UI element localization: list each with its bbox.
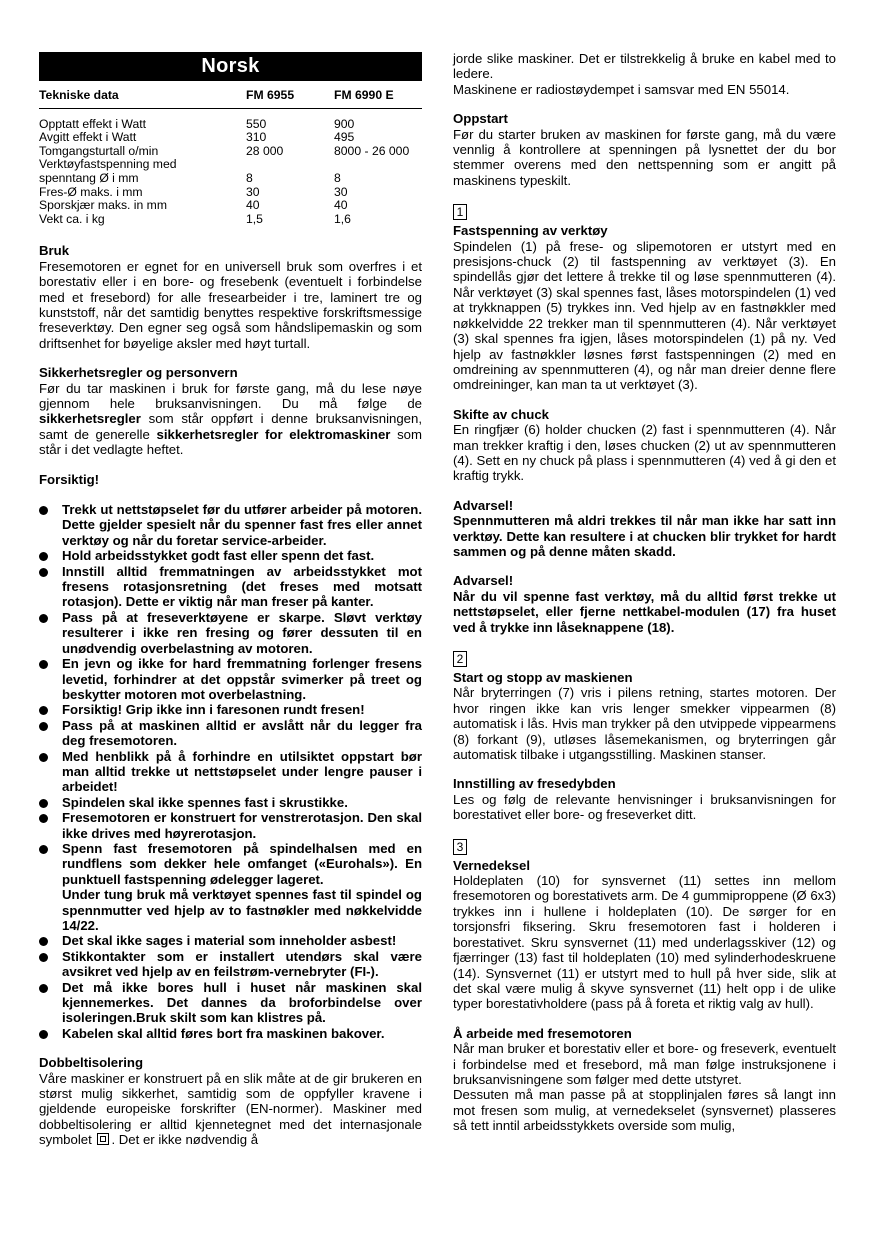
arbeide-text: Når man bruker et borestativ eller et bore- og freseverk, eventuelt i forbindelse med et fresebord, må man følge instruksjonene i bruksanvisningene som følger med dette utstyret. [453, 1041, 836, 1087]
bullet-icon [39, 568, 48, 577]
bullet-icon [39, 1030, 48, 1039]
arbeide-heading: Å arbeide med fresemotoren [453, 1025, 632, 1041]
list-item-text: Forsiktig! Grip ikke inn i faresonen rundt fresen! [62, 702, 365, 718]
oppstart-heading: Oppstart [453, 111, 508, 127]
list-item-text: En jevn og ikke for hard fremmatning forlenger fresens levetid, forhindrer at det oppstår svimerker på treet og beskytter motoren mot overbelastning. [62, 656, 422, 702]
list-item [39, 949, 422, 980]
table-cell [246, 158, 334, 172]
bullet-icon [39, 953, 48, 962]
sikkerhet-text-part: som står i det vedlagte heftet. [39, 426, 423, 458]
bullet-icon [39, 799, 48, 808]
startstopp-heading: Start og stopp av maskienen [453, 670, 633, 685]
vernedeksel-text: Holdeplaten (10) for synsvernet (11) settes inn mellom fresemotoren og borestativets arm. De 4 gummiproppene (Ø 6x3) trykkes inn i hullene i holdeplaten (10). De sørger for en torsjonsfri fiksering. Skru fresemotoren fast i holderen i borestativet. Skru synsvernet (11) med underlagsskiver (12) og fjærringer (13) fast til holdeplaten (10) med sylinderhodeskruene (14). Synsvernet (11) er utstyrt med to hull på hver side, slik at det skal være mulig å skyve synsvernet (11) helt opp i de ulike typer borestativholdere (pass på å foreta et riktig valg av hull). [453, 873, 836, 1012]
list-item [39, 933, 422, 948]
table-cell: 8 [334, 170, 341, 185]
section-heading: Norsk [39, 52, 422, 81]
tech-specs-table [39, 81, 422, 226]
arbeide-text: Dessuten må man passe på at stopplinjalen føres så langt inn mot fresen som mulig, at vernedekselet (synsvernet) plasseres så tett inntil arbeidsstykkets overside som mulig, [453, 1087, 836, 1134]
list-item-text: Pass på at maskinen alltid er avslått når du legger fra deg fresemotoren. [62, 717, 422, 749]
innstilling-text: Les og følg de relevante henvisninger i bruksanvisningen for borestativet eller bore- og freseverket ditt. [453, 791, 836, 823]
sikkerhet-text [39, 381, 422, 458]
figure-number-box: 2 [453, 651, 467, 667]
list-item [39, 980, 422, 1026]
safety-bullet-list [39, 502, 422, 1041]
list-item-text: Trekk ut nettstøpselet før du utfører arbeider på motoren. Dette gjelder spesielt når du spenner fast fres eller annet verktøy og når du foretar service-arbeider. [62, 502, 422, 548]
vernedeksel-heading: Vernedeksel [453, 857, 530, 873]
bullet-icon [39, 937, 48, 946]
table-cell: 30 [334, 184, 348, 199]
list-item-text: Det skal ikke sages i material som inneholder asbest! [62, 933, 397, 949]
table-cell: 900 [334, 116, 355, 131]
table-header-row [39, 81, 422, 108]
fastspenning-heading: Fastspenning av verktøy [453, 223, 608, 239]
table-row [39, 172, 422, 186]
table-row [39, 186, 422, 200]
list-item [39, 841, 422, 933]
table-cell: 40 [334, 198, 348, 213]
bruk-text: Fresemotoren er egnet for en universell bruk som overfres i et borestativ eller i en bore- og fresebenk (eventuelt i forbindelse med et fresebord) for alle fresearbeider i tre, laminert tre og kunststoff, når det samtidig benyttes respektive forskriftsmessige freseverktøy. Den egner seg også som håndslipemaskin og som driftsenhet for bøyelige aksler med høyt turtall. [39, 258, 422, 351]
bruk-heading: Bruk [39, 243, 70, 259]
list-item-text: Stikkontakter som er installert utendørs skal være avsikret ved hjelp av en feilstrøm-vernebryter (FI-). [62, 948, 422, 980]
list-item-text: Spindelen skal ikke spennes fast i skrustikke. [62, 794, 348, 810]
list-item-text: Spenn fast fresemotoren på spindelhalsen med en rundflens som dekker hele omfanget («Eurohals»). En punktuell fastspenning ødelegger lageret. [62, 840, 422, 887]
table-cell: Vekt ca. i kg [39, 211, 105, 226]
table-header-cell: Tekniske data [39, 81, 246, 108]
table-cell: 30 [246, 184, 260, 199]
bullet-icon [39, 660, 48, 669]
list-item [39, 795, 422, 810]
table-header-cell: FM 6955 [246, 81, 334, 108]
table-row [39, 158, 422, 172]
list-item-text: Pass på at freseverktøyene er skarpe. Sløvt verktøy resulterer i ikke ren fresing og fører dessuten til en unødvendig overbelastning av motoren. [62, 609, 422, 656]
table-row [39, 131, 422, 145]
list-item [39, 749, 422, 795]
right-column [453, 51, 836, 1134]
dobbeltisolering-heading: Dobbeltisolering [39, 1055, 144, 1071]
table-cell: Fres-Ø maks. i mm [39, 184, 143, 199]
advarsel-text: Når du vil spenne fast verktøy, må du alltid først trekke ut nettstøpselet, eller fjerne nettkabel-modulen (17) fra huset ved å trykke inn låseknappene (18). [453, 588, 836, 635]
list-item-text: Det må ikke bores hull i huset når maskinen skal kjennemerkes. Det dannes da broforbindelse over isoleringen.Bruk skilt som kan klistres på. [62, 979, 422, 1026]
list-item-text: Fresemotoren er konstruert for venstrerotasjon. Den skal ikke drives med høyrerotasjon. [62, 810, 422, 841]
table-header-cell: FM 6990 E [334, 81, 422, 108]
list-item-text: Innstill alltid fremmatningen av arbeidsstykket mot fresens rotasjonsretning (det freses med motsatt rotasjon). Dette er viktig når man freser på kanter. [62, 563, 422, 610]
table-cell: 550 [246, 116, 267, 131]
double-insulation-icon [97, 1133, 109, 1145]
table-cell: spenntang Ø i mm [39, 170, 139, 185]
sikkerhet-bold-term: sikkerhetsregler for elektromaskiner [156, 426, 391, 442]
table-cell: 8 [246, 170, 253, 185]
bullet-icon [39, 845, 48, 854]
table-cell: 1,5 [246, 211, 263, 226]
table-cell: 1,6 [334, 211, 351, 226]
table-cell: 28 000 [246, 143, 284, 158]
table-cell: Verktøyfastspenning med [39, 157, 177, 172]
table-row [39, 213, 422, 227]
advarsel-text: Spennmutteren må aldri trekkes til når man ikke har satt inn verktøy. Dette kan resultere i at chucken blir trykket for hardt sammen og på denne måten skadd. [453, 513, 836, 559]
dobbeltisolering-text-part: Våre maskiner er konstruert på en slik måte at de gir brukeren en størst mulig sikkerhet, samtidig som de oppfyller kravene i gjeldende europeiske forskrifter (EN-normer). Maskiner med dobbeltisolering er alltid kjennetegnet med det internasjonale symbolet [39, 1070, 422, 1148]
list-item [39, 810, 422, 841]
list-item [39, 564, 422, 610]
advarsel-heading: Advarsel! [453, 497, 514, 513]
table-cell: 40 [246, 198, 260, 213]
chuck-heading: Skifte av chuck [453, 406, 550, 422]
list-item-text: Med henblikk på å forhindre en utilsiktet oppstart bør man alltid trekke ut nettstøpselet under lengre pauser i arbeidet! [62, 748, 422, 795]
sikkerhet-heading: Sikkerhetsregler og personvern [39, 365, 238, 381]
bullet-icon [39, 552, 48, 561]
forsiktig-heading: Forsiktig! [39, 471, 100, 487]
table-row [39, 145, 422, 159]
list-item [39, 656, 422, 702]
list-item-text: Under tung bruk må verktøyet spennes fast til spindel og spennmutter ved hjelp av to fastnøkler med nøkkelvidde 14/22. [62, 887, 422, 933]
chuck-text: En ringfjær (6) holder chucken (2) fast i spennmutteren (4). Når man trekker kraftig i den, løses chucken (2) ut av spennmutteren (4). Sett en ny chuck på plass i spennmutteren (4) ved å gi den et kraftig trykk. [453, 422, 836, 484]
bullet-icon [39, 614, 48, 623]
table-cell [334, 158, 422, 172]
advarsel-heading: Advarsel! [453, 573, 514, 589]
table-cell: Avgitt effekt i Watt [39, 130, 137, 145]
bullet-icon [39, 506, 48, 515]
table-cell: Sporskjær maks. in mm [39, 198, 167, 213]
table-cell: Opptatt effekt i Watt [39, 116, 147, 131]
bullet-icon [39, 753, 48, 762]
left-column [39, 52, 422, 1148]
bullet-icon [39, 814, 48, 823]
list-item [39, 702, 422, 717]
startstopp-text: Når bryterringen (7) vris i pilens retning, startes motoren. Der hvor ringen ikke kan vris lenger smekker vippearmen (8) automatisk i lås. Hvis man trykker på den utvippede vippearmens (8) forkant (9), utløses låsemekanismen, og bryterringen går automatisk tilbake i utgangsstilling. Maskinen stanser. [453, 685, 836, 763]
list-item-text: Hold arbeidsstykket godt fast eller spenn det fast. [62, 548, 375, 564]
innstilling-heading: Innstilling av fresedybden [453, 776, 616, 792]
oppstart-text: Før du starter bruken av maskinen for første gang, må du være vennlig å kontrollere at spenningen på lysnettet der du bor stemmer overens med den nettspenning som er angitt på maskinens typeskilt. [453, 126, 836, 188]
table-row [39, 199, 422, 213]
fastspenning-text: Spindelen (1) på frese- og slipemotoren er utstyrt med en presisjons-chuck (2) til fastspenning av verktøyet (3). En spindellås gjør det lettere å trekke til og løse spennmutteren (4). Når verktøyet (3) skal spennes fast, låses motorspindelen (1) ved at trykknappen (5) trykkes inn. Ved hjelp av en fastnøkkler med nøkkelvidde 22 trekker man til spennmutteren (4). Når verktøyet (3) skal spennes fra igjen, låses motorspindelen (1) på ny. Ved hjelp av fastnøkkler løsnes først fastspenningen (2) med en omdreining av spennmutteren (4), og når man dreier denne flere omdreininger, kan man ta ut verktøyet (3). [453, 238, 836, 393]
table-cell: 310 [246, 130, 267, 145]
continued-text: jorde slike maskiner. Det er tilstrekkelig å bruke en kabel med to ledere. [453, 51, 836, 82]
list-item [39, 548, 422, 563]
sikkerhet-bold-term: sikkerhetsregler [39, 411, 141, 427]
table-row [39, 108, 422, 131]
dobbeltisolering-text [39, 1071, 422, 1148]
dobbeltisolering-text-part: . Det er ikke nødvendig å [111, 1132, 259, 1148]
table-cell: Tomgangsturtall o/min [39, 143, 159, 158]
figure-number-box: 1 [453, 204, 467, 220]
sikkerhet-text-part: som står oppført i denne bruksanvisningen, samt de generelle [39, 411, 422, 442]
bullet-icon [39, 984, 48, 993]
list-item [39, 1026, 422, 1041]
bullet-icon [39, 722, 48, 731]
table-cell: 8000 - 26 000 [334, 143, 410, 158]
table-cell: 495 [334, 130, 355, 145]
figure-number-box: 3 [453, 839, 467, 855]
list-item-text: Kabelen skal alltid føres bort fra maskinen bakover. [62, 1025, 385, 1041]
list-item [39, 718, 422, 749]
list-item [39, 610, 422, 656]
list-item [39, 502, 422, 548]
continued-text: Maskinene er radiostøydempet i samsvar med EN 55014. [453, 81, 790, 97]
sikkerhet-text-part: Før du tar maskinen i bruk for første gang, må du lese nøye gjennom hele bruksanvisningen. Du må følge de [39, 380, 422, 411]
bullet-icon [39, 706, 48, 715]
